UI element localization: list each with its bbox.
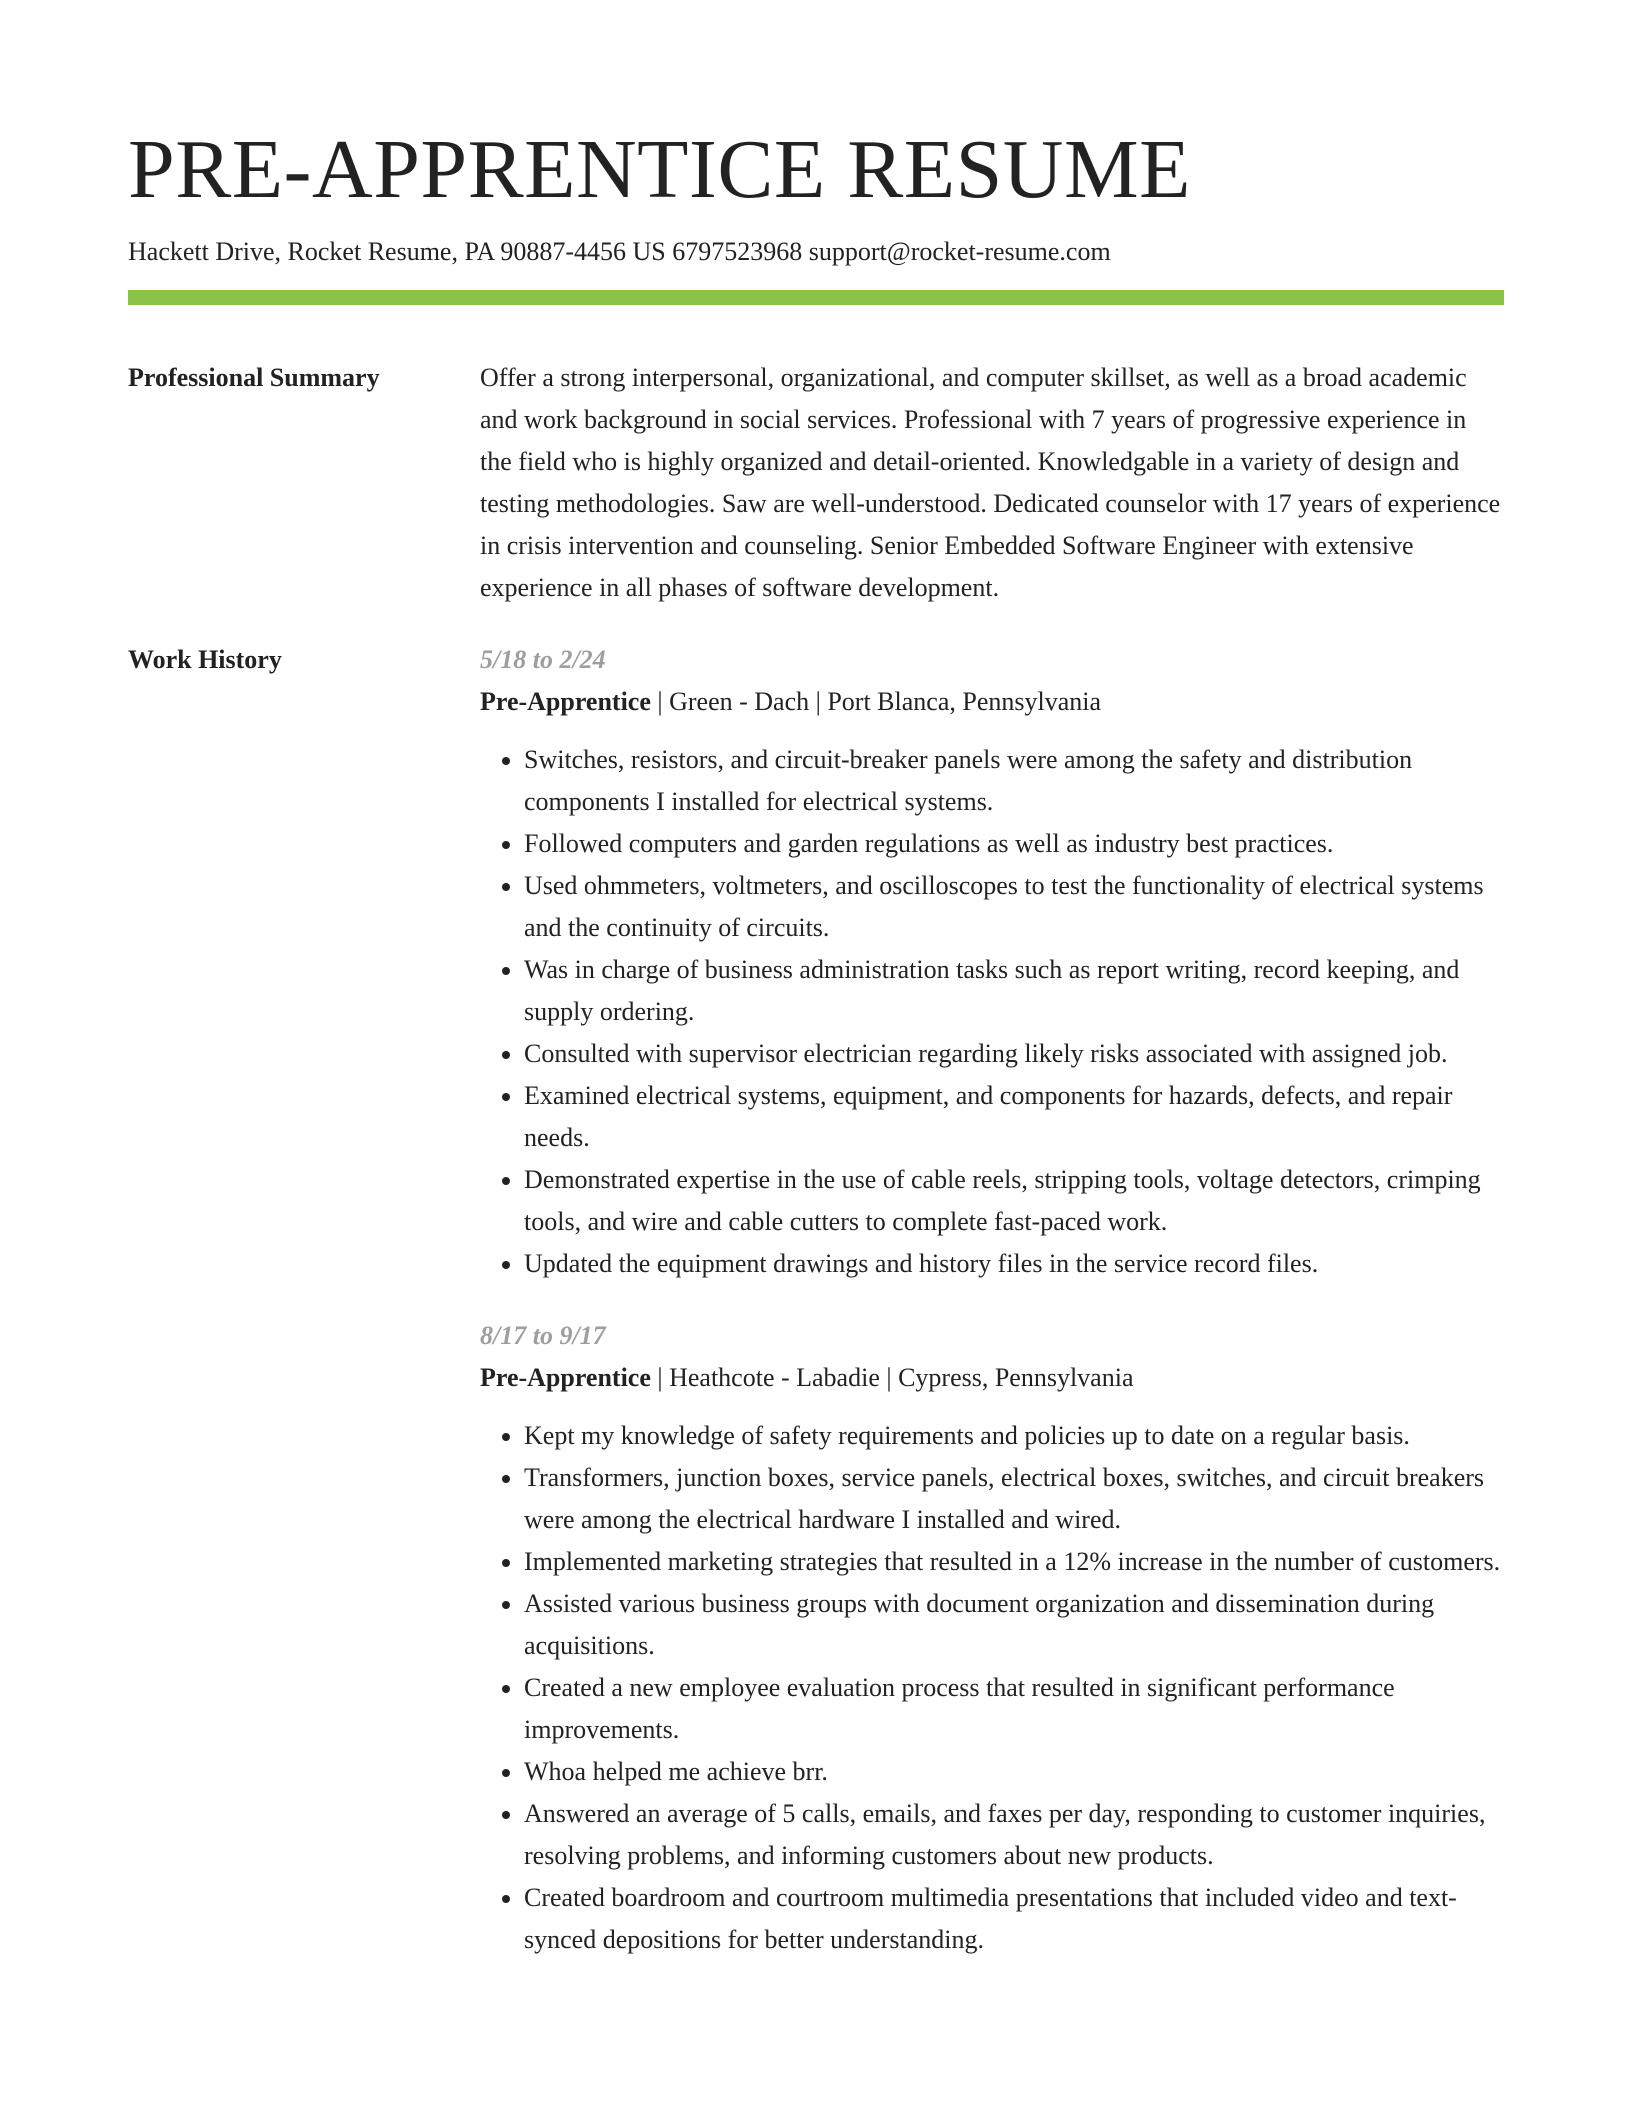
- job-title: Pre-Apprentice: [480, 687, 651, 716]
- job-bullet-list: [480, 1415, 1504, 1961]
- job-bullet: • Whoa helped me achieve brr.: [524, 1751, 1504, 1793]
- contact-line: Hackett Drive, Rocket Resume, PA 90887-4456 US 6797523968 support@rocket-resume.com: [128, 237, 1111, 266]
- job-heading: [480, 1357, 1504, 1399]
- job-bullet: • Answered an average of 5 calls, emails, and faxes per day, responding to customer inquiries, resolving problems, and informing customers about new products.: [524, 1793, 1504, 1877]
- job-employer-location: | Green - Dach | Port Blanca, Pennsylvania: [650, 687, 1102, 716]
- resume-page: [128, 118, 1504, 1961]
- job-bullet: • Created a new employee evaluation process that resulted in significant performance improvements.: [524, 1667, 1504, 1751]
- section-label-work-history: Work History: [128, 645, 282, 674]
- job-bullet: • Examined electrical systems, equipment, and components for hazards, defects, and repair needs.: [524, 1075, 1504, 1159]
- job-entry: [480, 639, 1504, 1285]
- job-title: Pre-Apprentice: [480, 1363, 651, 1392]
- accent-divider: [128, 290, 1504, 305]
- summary-content: [480, 357, 1504, 609]
- summary-text: Offer a strong interpersonal, organizational, and computer skillset, as well as a broad academic and work background in social services. Professional with 7 years of progressive experience in the field who is highly organized and detail-oriented. Knowledgable in a variety of design and testing methodologies. Saw are well-understood. Dedicated counselor with 17 years of experience in crisis intervention and counseling. Senior Embedded Software Engineer with extensive experience in all phases of software development.: [480, 363, 1501, 602]
- job-employer-location: | Heathcote - Labadie | Cypress, Pennsylvania: [650, 1363, 1134, 1392]
- job-bullet: • Created boardroom and courtroom multimedia presentations that included video and text-synced depositions for better understanding.: [524, 1877, 1504, 1961]
- job-entry: [480, 1315, 1504, 1961]
- job-bullet: • Consulted with supervisor electrician regarding likely risks associated with assigned job.: [524, 1033, 1504, 1075]
- job-bullet: • Implemented marketing strategies that resulted in a 12% increase in the number of customers.: [524, 1541, 1504, 1583]
- work-history-section: [128, 639, 1504, 1961]
- job-bullet: • Was in charge of business administration tasks such as report writing, record keeping, and supply ordering.: [524, 949, 1504, 1033]
- resume-title: PRE-APPRENTICE RESUME: [128, 123, 1191, 216]
- job-bullet: • Used ohmmeters, voltmeters, and oscilloscopes to test the functionality of electrical systems and the continuity of circuits.: [524, 865, 1504, 949]
- job-dates: 8/17 to 9/17: [480, 1321, 606, 1350]
- job-bullet: • Transformers, junction boxes, service panels, electrical boxes, switches, and circuit breakers were among the electrical hardware I installed and wired.: [524, 1457, 1504, 1541]
- job-bullet: • Assisted various business groups with document organization and dissemination during acquisitions.: [524, 1583, 1504, 1667]
- job-bullet: • Kept my knowledge of safety requirements and policies up to date on a regular basis.: [524, 1415, 1504, 1457]
- job-bullet: • Switches, resistors, and circuit-breaker panels were among the safety and distribution components I installed for electrical systems.: [524, 739, 1504, 823]
- work-history-content: [480, 639, 1504, 1961]
- job-bullet-list: [480, 739, 1504, 1285]
- job-dates: 5/18 to 2/24: [480, 645, 606, 674]
- job-bullet: • Demonstrated expertise in the use of cable reels, stripping tools, voltage detectors, crimping tools, and wire and cable cutters to complete fast-paced work.: [524, 1159, 1504, 1243]
- section-label-summary: Professional Summary: [128, 363, 380, 392]
- professional-summary-section: [128, 357, 1504, 609]
- job-heading: [480, 681, 1504, 723]
- job-bullet: • Followed computers and garden regulations as well as industry best practices.: [524, 823, 1504, 865]
- job-bullet: • Updated the equipment drawings and history files in the service record files.: [524, 1243, 1504, 1285]
